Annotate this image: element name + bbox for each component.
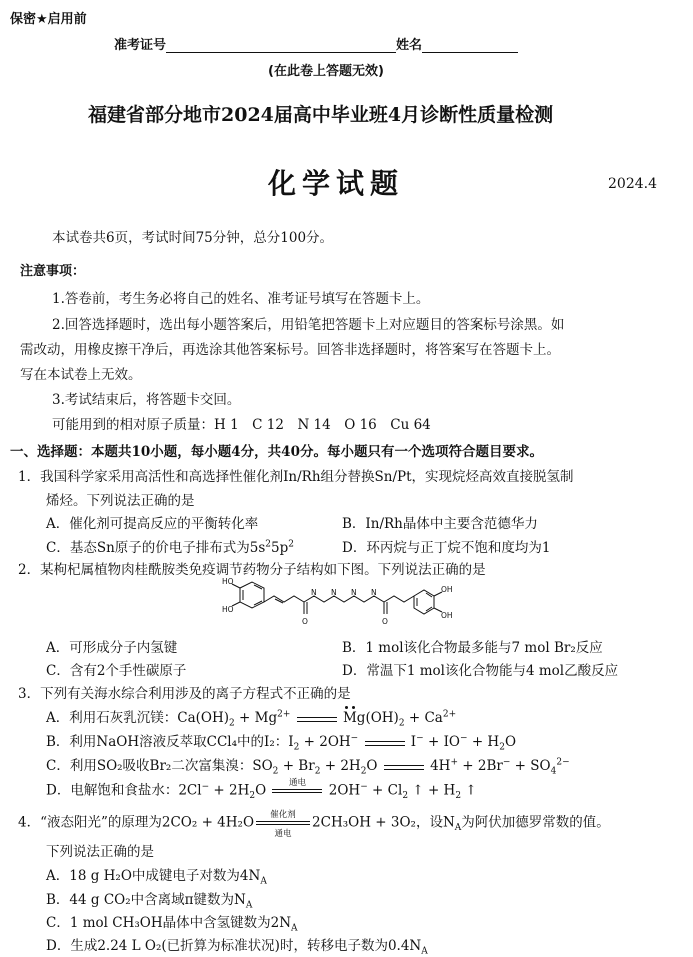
- name-label: 姓名: [396, 38, 423, 53]
- q2-option-a: A．可形成分子内氢键: [46, 640, 178, 656]
- nh-label: N: [331, 588, 337, 597]
- q1-stem-a: 1．我国科学家采用高活性和高选择性催化剂In/Rh组分替换Sn/Pt，实现烷烃高效直接脱氢制: [18, 469, 574, 485]
- exam-date: 2024.4: [608, 176, 657, 192]
- intro-text: 本试卷共6页，考试时间75分钟，总分100分。: [52, 230, 334, 246]
- note-2c: 写在本试卷上无效。: [20, 367, 142, 383]
- q4-option-b: B．44 g CO₂中含离域π键数为$N_A$: [46, 892, 253, 911]
- nh-label: N: [351, 588, 357, 597]
- q4-option-a: A．18 g H₂O中成键电子对数为$4N_A$: [46, 868, 267, 887]
- q4-d-text: D．生成2.24 L O₂(已折算为标准状况)时，转移电子数为0.4N: [46, 938, 422, 954]
- oh-label: OH: [441, 585, 453, 594]
- q2-option-b: B．1 mol该化合物最多能与7 mol Br₂反应: [342, 640, 603, 656]
- q3-b-label: B．利用NaOH溶液反萃取CCl₄中的I₂：: [46, 734, 289, 750]
- q2-stem: 2．某枸杞属植物肉桂酰胺类免疫调节药物分子结构如下图。下列说法正确的是: [18, 562, 486, 578]
- oh-label: HO: [222, 605, 234, 614]
- exam-id-blank: [166, 38, 396, 53]
- exam-id-line: [114, 34, 518, 53]
- electrolysis-arrow: [270, 778, 324, 804]
- q4-a-text: A．18 g H₂O中成键电子对数为4N: [46, 868, 261, 884]
- left-benzene-ring: [240, 582, 264, 608]
- condition-label: 通电: [288, 778, 306, 788]
- nh-label: N: [311, 588, 317, 597]
- q3-stem: 3．下列有关海水综合利用涉及的离子方程式不正确的是: [18, 686, 351, 702]
- exam-title: 福建省部分地市2024届高中毕业班4月诊断性质量检测: [88, 104, 554, 126]
- catalyst-arrow: [254, 810, 312, 839]
- equals-arrow: [295, 712, 339, 726]
- nh-label: N: [371, 588, 377, 597]
- q3-option-a: A．利用石灰乳沉镁：$Ca(OH)_2 + Mg^{2+}$ Mg $(OH)_2 + Ca^{2+}$: [46, 706, 456, 726]
- q4-stem-pre: 4．“液态阳光”的原理为2CO₂ + 4H₂O: [18, 814, 255, 831]
- q4-option-c: C．1 mol CH₃OH晶体中含氢键数为$2N_A$: [46, 915, 298, 934]
- q1-option-c: C．基态Sn原子的价电子排布式为$5s^25p^2$: [46, 539, 294, 556]
- name-blank: [422, 38, 518, 53]
- q1-option-c-text: C．基态Sn原子的价电子排布式为5s: [46, 540, 266, 556]
- q2-option-c: C．含有2个手性碳原子: [46, 663, 187, 679]
- q3-option-c: C．利用SO₂吸收Br₂二次富集溴：$SO_2 + Br_2 + 2H_2O$ $4H^+ + 2Br^- + SO_4^{2-}$: [46, 757, 570, 777]
- q2-option-d: D．常温下1 mol该化合物能与4 mol乙酸反应: [342, 663, 619, 679]
- oh-label: OH: [441, 611, 453, 620]
- note-1: 1.答卷前，考生务必将自己的姓名、准考证号填写在答题卡上。: [52, 291, 430, 307]
- secret-mark: 保密★启用前: [10, 12, 87, 27]
- invalid-note: (在此卷上答题无效): [268, 64, 384, 79]
- note-3: 3.考试结束后，将答题卡交回。: [52, 392, 241, 408]
- q1-option-a: A．催化剂可提高反应的平衡转化率: [46, 516, 259, 532]
- q4-stem-2: 下列说法正确的是: [46, 844, 154, 860]
- q3-a-label: A．利用石灰乳沉镁：: [46, 710, 178, 726]
- q3-c-label: C．利用SO₂吸收Br₂二次富集溴：: [46, 758, 253, 774]
- section-heading: 一、选择题：本题共10小题，每小题4分，共40分。每小题只有一个选项符合题目要求。: [10, 444, 543, 460]
- atomic-masses: 可能用到的相对原子质量：H 1 C 12 N 14 O 16 Cu 64: [52, 417, 431, 433]
- q3-option-d: D．电解饱和食盐水：$2Cl^- + 2H_2O$ 通电 $2OH^- + Cl_2$ ↑ + $H_2$ ↑: [46, 778, 477, 804]
- q4-b-text: B．44 g CO₂中含离域π键数为N: [46, 892, 246, 908]
- q4-stem-post: 2CH₃OH + 3O₂，设N: [312, 814, 455, 831]
- equals-arrow: [382, 760, 426, 774]
- note-2a: 2.回答选择题时，选出每小题答案后，用铅笔把答题卡上对应题目的答案标号涂黑。如: [52, 317, 565, 333]
- condition-top: 催化剂: [270, 810, 296, 820]
- q1-option-d: D．环丙烷与正丁烷不饱和度均为1: [342, 540, 551, 556]
- q4-stem: 4．“液态阳光”的原理为2CO₂ + 4H₂O 催化剂 通电 2CH₃OH + 3O₂，设$N_A$为阿伏加德罗常数的值。: [18, 810, 610, 839]
- equals-arrow: [363, 736, 407, 750]
- condition-bottom: 通电: [274, 829, 292, 839]
- carbonyl-o-label: O: [302, 617, 308, 626]
- q4-stem-end: 为阿伏加德罗常数的值。: [461, 814, 610, 831]
- oh-label: HO: [222, 577, 234, 586]
- q1-option-b: B．In/Rh晶体中主要含范德华力: [342, 516, 538, 532]
- exam-id-label: 准考证号: [114, 38, 167, 53]
- note-2b: 需改动，用橡皮擦干净后，再选涂其他答案标号。回答非选择题时，将答案写在答题卡上。: [20, 342, 560, 358]
- q4-option-d: D．生成2.24 L O₂(已折算为标准状况)时，转移电子数为$0.4N_A$: [46, 938, 428, 957]
- q1-stem-b: 烯烃。下列说法正确的是: [46, 493, 195, 509]
- notes-heading: 注意事项：: [20, 264, 86, 279]
- subject-title: 化学试题: [268, 167, 405, 200]
- q3-d-label: D．电解饱和食盐水：: [46, 782, 179, 799]
- q4-c-text: C．1 mol CH₃OH晶体中含氢键数为2N: [46, 915, 292, 931]
- carbonyl-o-label: O: [382, 617, 388, 626]
- q3-option-b: B．利用NaOH溶液反萃取CCl₄中的I₂：$I_2 + 2OH^-$ $I^- + IO^- + H_2O$: [46, 733, 517, 753]
- molecule-structure: [218, 574, 454, 630]
